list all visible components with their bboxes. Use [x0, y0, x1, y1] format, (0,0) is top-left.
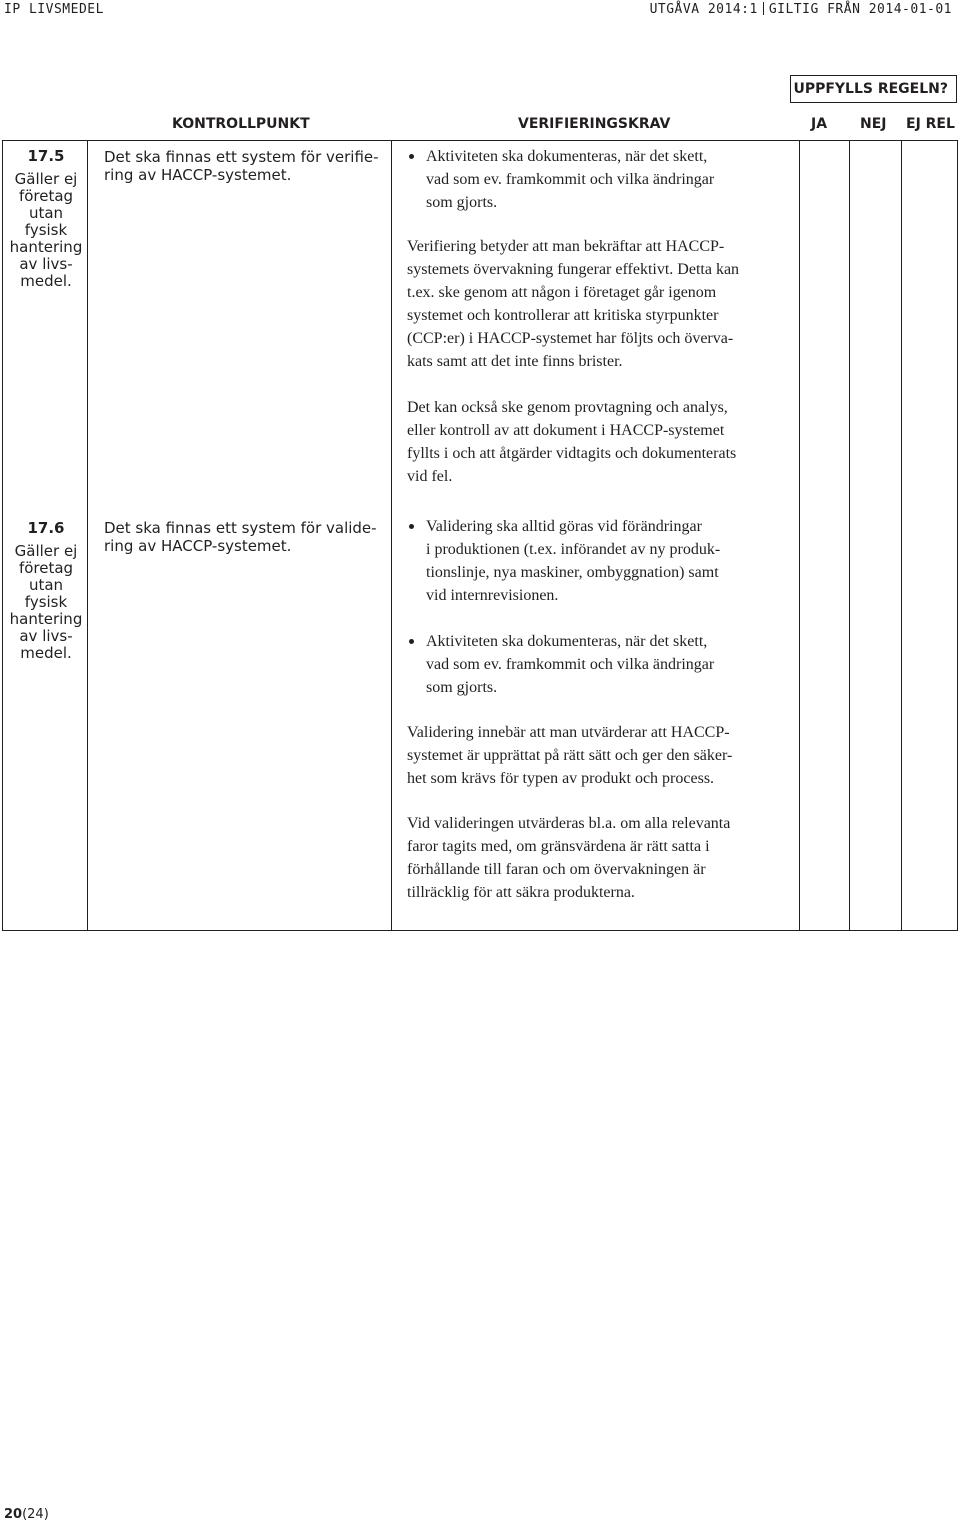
- scope-line: medel.: [20, 644, 72, 662]
- table-right-border: [957, 140, 958, 931]
- paragraph-line: eller kontroll av att dokument i HACCP-systemet: [407, 422, 725, 439]
- row-number: 17.6: [27, 519, 65, 537]
- edition-label: UTGÅVA 2014:1: [649, 2, 758, 17]
- row-number-cell: [6, 148, 86, 290]
- paragraph-line: Validering innebär att man utvärderar att HACCP-: [407, 724, 730, 741]
- scope-line: av livs-: [19, 255, 73, 273]
- paragraph-line: faror tagits med, om gränsvärdena är rätt satta i: [407, 838, 710, 855]
- bullet-line: vid internrevisionen.: [426, 587, 559, 604]
- compliance-header: UPPFYLLS REGELN?: [790, 75, 957, 103]
- kontrollpunkt-line: ring av HACCP-systemet.: [104, 537, 292, 555]
- kontrollpunkt-line: Det ska finnas ett system för valide-: [104, 519, 377, 537]
- scope-line: utan: [28, 576, 64, 594]
- current-page: 20: [4, 1507, 23, 1522]
- row-number-cell: [6, 520, 86, 662]
- paragraph: [407, 812, 789, 904]
- scope-line: av livs-: [19, 627, 73, 645]
- scope-line: fysisk: [24, 221, 68, 239]
- bullet-line: som gjorts.: [426, 679, 498, 696]
- paragraph-line: kats samt att det inte finns brister.: [407, 353, 623, 370]
- paragraph-line: tillräcklig för att säkra produkterna.: [407, 884, 635, 901]
- column-divider-number: [87, 140, 88, 931]
- column-header-kontrollpunkt: KONTROLLPUNKT: [172, 116, 310, 132]
- paragraph-line: Verifiering betyder att man bekräftar att HACCP-: [407, 238, 725, 255]
- bullet-item: [407, 515, 789, 607]
- paragraph-line: (CCP:er) i HACCP-systemet har följts och överva-: [407, 330, 734, 347]
- bullet-line: Aktiviteten ska dokumenteras, när det skett,: [426, 148, 708, 165]
- column-header-ej-rel: EJ REL: [906, 116, 955, 132]
- valid-from-label: GILTIG FRÅN 2014-01-01: [768, 2, 952, 17]
- bullet-item: [407, 630, 789, 699]
- paragraph: [407, 396, 789, 488]
- verifieringskrav-text: [407, 515, 789, 904]
- bullet-line: Validering ska alltid göras vid förändringar: [426, 518, 702, 535]
- verifieringskrav-text: [407, 145, 789, 488]
- column-divider-ja: [849, 140, 850, 931]
- paragraph-line: systemet är upprättat på rätt sätt och ger den säker-: [407, 747, 733, 764]
- column-header-nej: NEJ: [860, 116, 887, 132]
- scope-line: hantering: [9, 610, 83, 628]
- paragraph-line: fyllts i och att åtgärder vidtagits och dokumenterats: [407, 445, 737, 462]
- paragraph-line: systemets övervakning fungerar effektivt. Detta kan: [407, 261, 740, 278]
- paragraph-line: t.ex. ske genom att någon i företaget går igenom: [407, 284, 717, 301]
- kontrollpunkt-line: Det ska finnas ett system för verifie-: [104, 148, 379, 166]
- scope-line: företag: [18, 559, 74, 577]
- column-divider-verifieringskrav: [799, 140, 800, 931]
- row-number: 17.5: [27, 147, 65, 165]
- bullet-line: vad som ev. framkommit och vilka ändringar: [426, 171, 715, 188]
- header-rule: [2, 140, 958, 141]
- header-separator: [763, 2, 764, 15]
- scope-line: Gäller ej: [14, 542, 78, 560]
- paragraph: [407, 235, 789, 373]
- bullet-line: i produktionen (t.ex. införandet av ny produk-: [426, 541, 721, 558]
- bullet-line: vad som ev. framkommit och vilka ändringar: [426, 656, 715, 673]
- page-number: [4, 1507, 49, 1522]
- bullet-line: som gjorts.: [426, 194, 498, 211]
- paragraph-line: Det kan också ske genom provtagning och analys,: [407, 399, 728, 416]
- kontrollpunkt-text: [104, 148, 388, 184]
- paragraph: [407, 721, 789, 790]
- kontrollpunkt-text: [104, 519, 388, 555]
- scope-line: Gäller ej: [14, 170, 78, 188]
- scope-line: utan: [28, 204, 64, 222]
- document-title: IP LIVSMEDEL: [4, 2, 104, 17]
- column-header-ja: JA: [811, 116, 828, 132]
- scope-line: fysisk: [24, 593, 68, 611]
- total-pages: (24): [22, 1507, 49, 1522]
- bullet-item: [407, 145, 789, 214]
- table-left-border: [2, 140, 3, 931]
- paragraph-line: förhållande till faran och om övervakningen är: [407, 861, 706, 878]
- paragraph-line: het som krävs för typen av produkt och process.: [407, 770, 715, 787]
- bullet-line: Aktiviteten ska dokumenteras, när det skett,: [426, 633, 708, 650]
- paragraph-line: systemet och kontrollerar att kritiska styrpunkter: [407, 307, 719, 324]
- paragraph-line: vid fel.: [407, 468, 453, 485]
- paragraph-line: Vid valideringen utvärderas bl.a. om alla relevanta: [407, 815, 731, 832]
- kontrollpunkt-line: ring av HACCP-systemet.: [104, 166, 292, 184]
- column-header-verifieringskrav: VERIFIERINGSKRAV: [518, 116, 671, 132]
- scope-line: företag: [18, 187, 74, 205]
- bullet-line: tionslinje, nya maskiner, ombyggnation) samt: [426, 564, 719, 581]
- column-divider-kontrollpunkt: [391, 140, 392, 931]
- scope-line: medel.: [20, 272, 72, 290]
- edition-info: [650, 2, 952, 17]
- table-bottom-rule: [2, 930, 958, 931]
- column-divider-nej: [901, 140, 902, 931]
- scope-line: hantering: [9, 238, 83, 256]
